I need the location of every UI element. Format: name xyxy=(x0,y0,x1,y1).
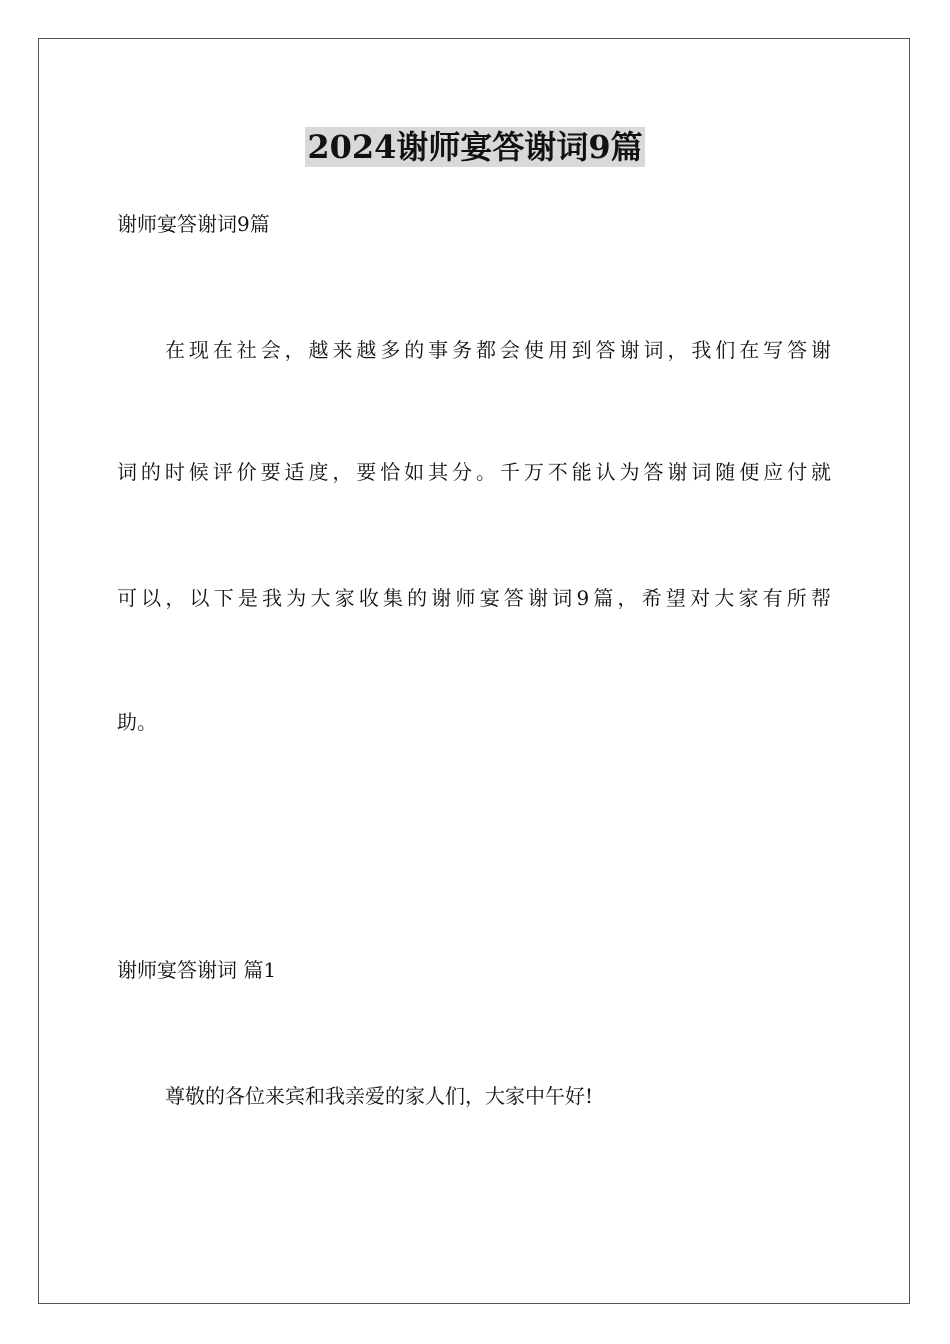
document-title: 2024谢师宴答谢词9篇 xyxy=(307,128,643,166)
section-first-line: 尊敬的各位来宾和我亲爱的家人们，大家中午好! xyxy=(165,1084,594,1108)
intro-line-4: 助。 xyxy=(117,710,157,734)
intro-line-1: 在现在社会，越来越多的事务都会使用到答谢词，我们在写答谢 xyxy=(165,338,831,362)
subtitle: 谢师宴答谢词9篇 xyxy=(117,212,270,236)
intro-line-2: 词的时候评价要适度，要恰如其分。千万不能认为答谢词随便应付就 xyxy=(117,460,831,484)
intro-line-3: 可以，以下是我为大家收集的谢师宴答谢词9篇，希望对大家有所帮 xyxy=(117,586,831,610)
section-heading: 谢师宴答谢词 篇1 xyxy=(117,958,277,982)
title-container xyxy=(0,127,950,167)
